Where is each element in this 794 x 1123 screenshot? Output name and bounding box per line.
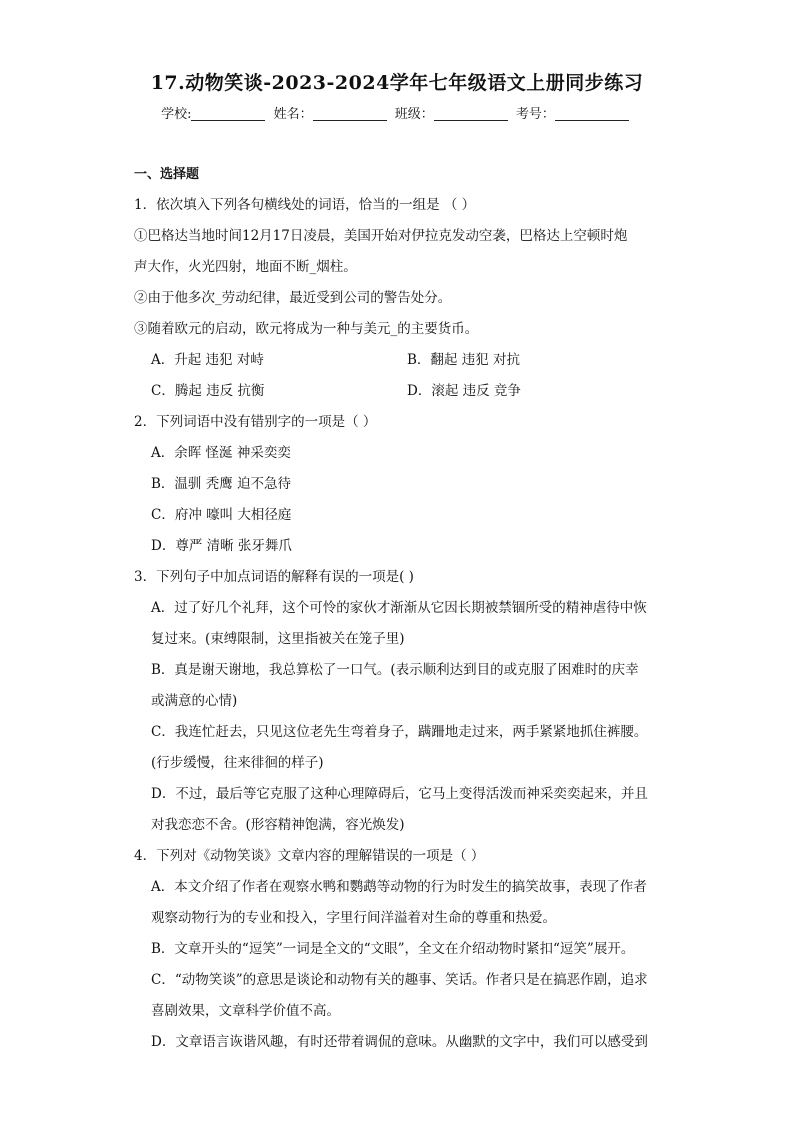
school-blank[interactable] (191, 106, 265, 121)
question-4-option-a-line-2: 观察动物行为的专业和投入，字里行间洋溢着对生命的尊重和热爱。 (151, 910, 556, 926)
question-1-options-row-2 (134, 376, 664, 407)
question-1-sentence-1-cont: 声大作，火光四射，地面不断_烟柱。 (134, 259, 357, 275)
question-1-stem: 1．依次填入下列各句横线处的词语，恰当的一组是 （ ） (134, 197, 476, 213)
question-3-option-b-line-2: 或满意的心情) (151, 693, 238, 709)
question-4-option-b[interactable] (134, 934, 664, 965)
question-3-option-c-line-2: (行步缓慢，往来徘徊的样子) (151, 755, 324, 771)
question-1-sentence-2: ②由于他多次_劳动纪律，最近受到公司的警告处分。 (134, 290, 452, 306)
question-4-stem: 4．下列对《动物笑谈》文章内容的理解错误的一项是（ ） (134, 848, 485, 864)
exam-no-blank[interactable] (555, 106, 629, 121)
question-3-option-d[interactable] (134, 779, 664, 841)
name-label: 姓名： (273, 107, 313, 122)
question-3-stem: 3．下列句子中加点词语的解释有误的一项是( ) (134, 569, 414, 585)
question-4-option-c-line-2: 喜剧效果，文章科学价值不高。 (151, 1003, 340, 1019)
question-3-option-a-line-1: A．过了好几个礼拜，这个可怜的家伙才渐渐从它因长期被禁锢所受的精神虐待中恢 (151, 600, 647, 616)
page-title: 17.动物笑谈-2023-2024学年七年级语文上册同步练习 (150, 72, 644, 94)
question-1-option-b[interactable]: B．翻起 违犯 对抗 (407, 352, 521, 368)
question-1-option-c[interactable]: C．腾起 违反 抗衡 (151, 383, 265, 399)
question-1-option-a[interactable]: A．升起 违犯 对峙 (151, 352, 264, 368)
question-1-sentence-1: ①巴格达当地时间12月17日凌晨，美国开始对伊拉克发动空袭，巴格达上空顿时炮 (134, 228, 628, 244)
question-1-sentence-3: ③随着欧元的启动，欧元将成为一种与美元_的主要货币。 (134, 321, 479, 337)
question-3-option-c-line-1: C．我连忙赶去，只见这位老先生弯着身子，蹒跚地走过来，两手紧紧地抓住裤腰。 (151, 724, 648, 740)
question-2-option-d[interactable]: D．尊严 清晰 张牙舞爪 (151, 538, 292, 554)
class-blank[interactable] (434, 106, 508, 121)
question-4-option-c-line-1: C．“动物笑谈”的意思是谈论和动物有关的趣事、笑话。作者只是在搞恶作剧，追求 (151, 972, 648, 988)
question-4-option-d-line-1: D．文章语言诙谐风趣，有时还带着调侃的意味。从幽默的文字中，我们可以感受到 (151, 1034, 648, 1050)
section-heading: 一、选择题 (134, 167, 200, 182)
question-1-options-row-1 (134, 345, 664, 376)
question-3-option-d-line-1: D．不过，最后等它克服了这种心理障碍后，它马上变得活泼而神采奕奕起来，并且 (151, 786, 648, 802)
question-2-option-a[interactable]: A．余晖 怪涎 神采奕奕 (151, 445, 291, 461)
question-4-option-a-line-1: A．本文介绍了作者在观察水鸭和鹦鹉等动物的行为时发生的搞笑故事，表现了作者 (151, 879, 647, 895)
question-3-option-b-line-1: B．真是谢天谢地，我总算松了一口气。(表示顺利达到目的或克服了困难时的庆幸 (151, 662, 639, 678)
question-list (134, 163, 664, 1058)
school-label: 学校: (161, 107, 192, 122)
question-1-option-d[interactable]: D．滚起 违反 竞争 (407, 383, 521, 399)
question-2-option-b[interactable]: B．温驯 秃鹰 迫不急待 (151, 476, 292, 492)
class-label: 班级： (394, 107, 434, 122)
question-4-option-d[interactable] (134, 1027, 664, 1058)
student-info-row (0, 103, 794, 122)
question-2-option-c[interactable]: C．府冲 嚎叫 大相径庭 (151, 507, 292, 523)
question-3-option-b[interactable] (134, 655, 664, 717)
exam-no-label: 考号： (515, 107, 555, 122)
question-3-option-c[interactable] (134, 717, 664, 779)
question-4-option-a[interactable] (134, 872, 664, 934)
question-4-option-c[interactable] (134, 965, 664, 1027)
question-3-option-d-line-2: 对我恋恋不舍。(形容精神饱满，容光焕发) (151, 817, 405, 833)
question-4-option-b-line-1: B．文章开头的“逗笑”一词是全文的“文眼”，全文在介绍动物时紧扣“逗笑”展开。 (151, 941, 635, 957)
name-blank[interactable] (313, 106, 387, 121)
question-3-option-a[interactable] (134, 593, 664, 655)
question-3-option-a-line-2: 复过来。(束缚限制，这里指被关在笼子里) (151, 631, 405, 647)
question-2-stem: 2．下列词语中没有错别字的一项是（ ） (134, 414, 377, 430)
